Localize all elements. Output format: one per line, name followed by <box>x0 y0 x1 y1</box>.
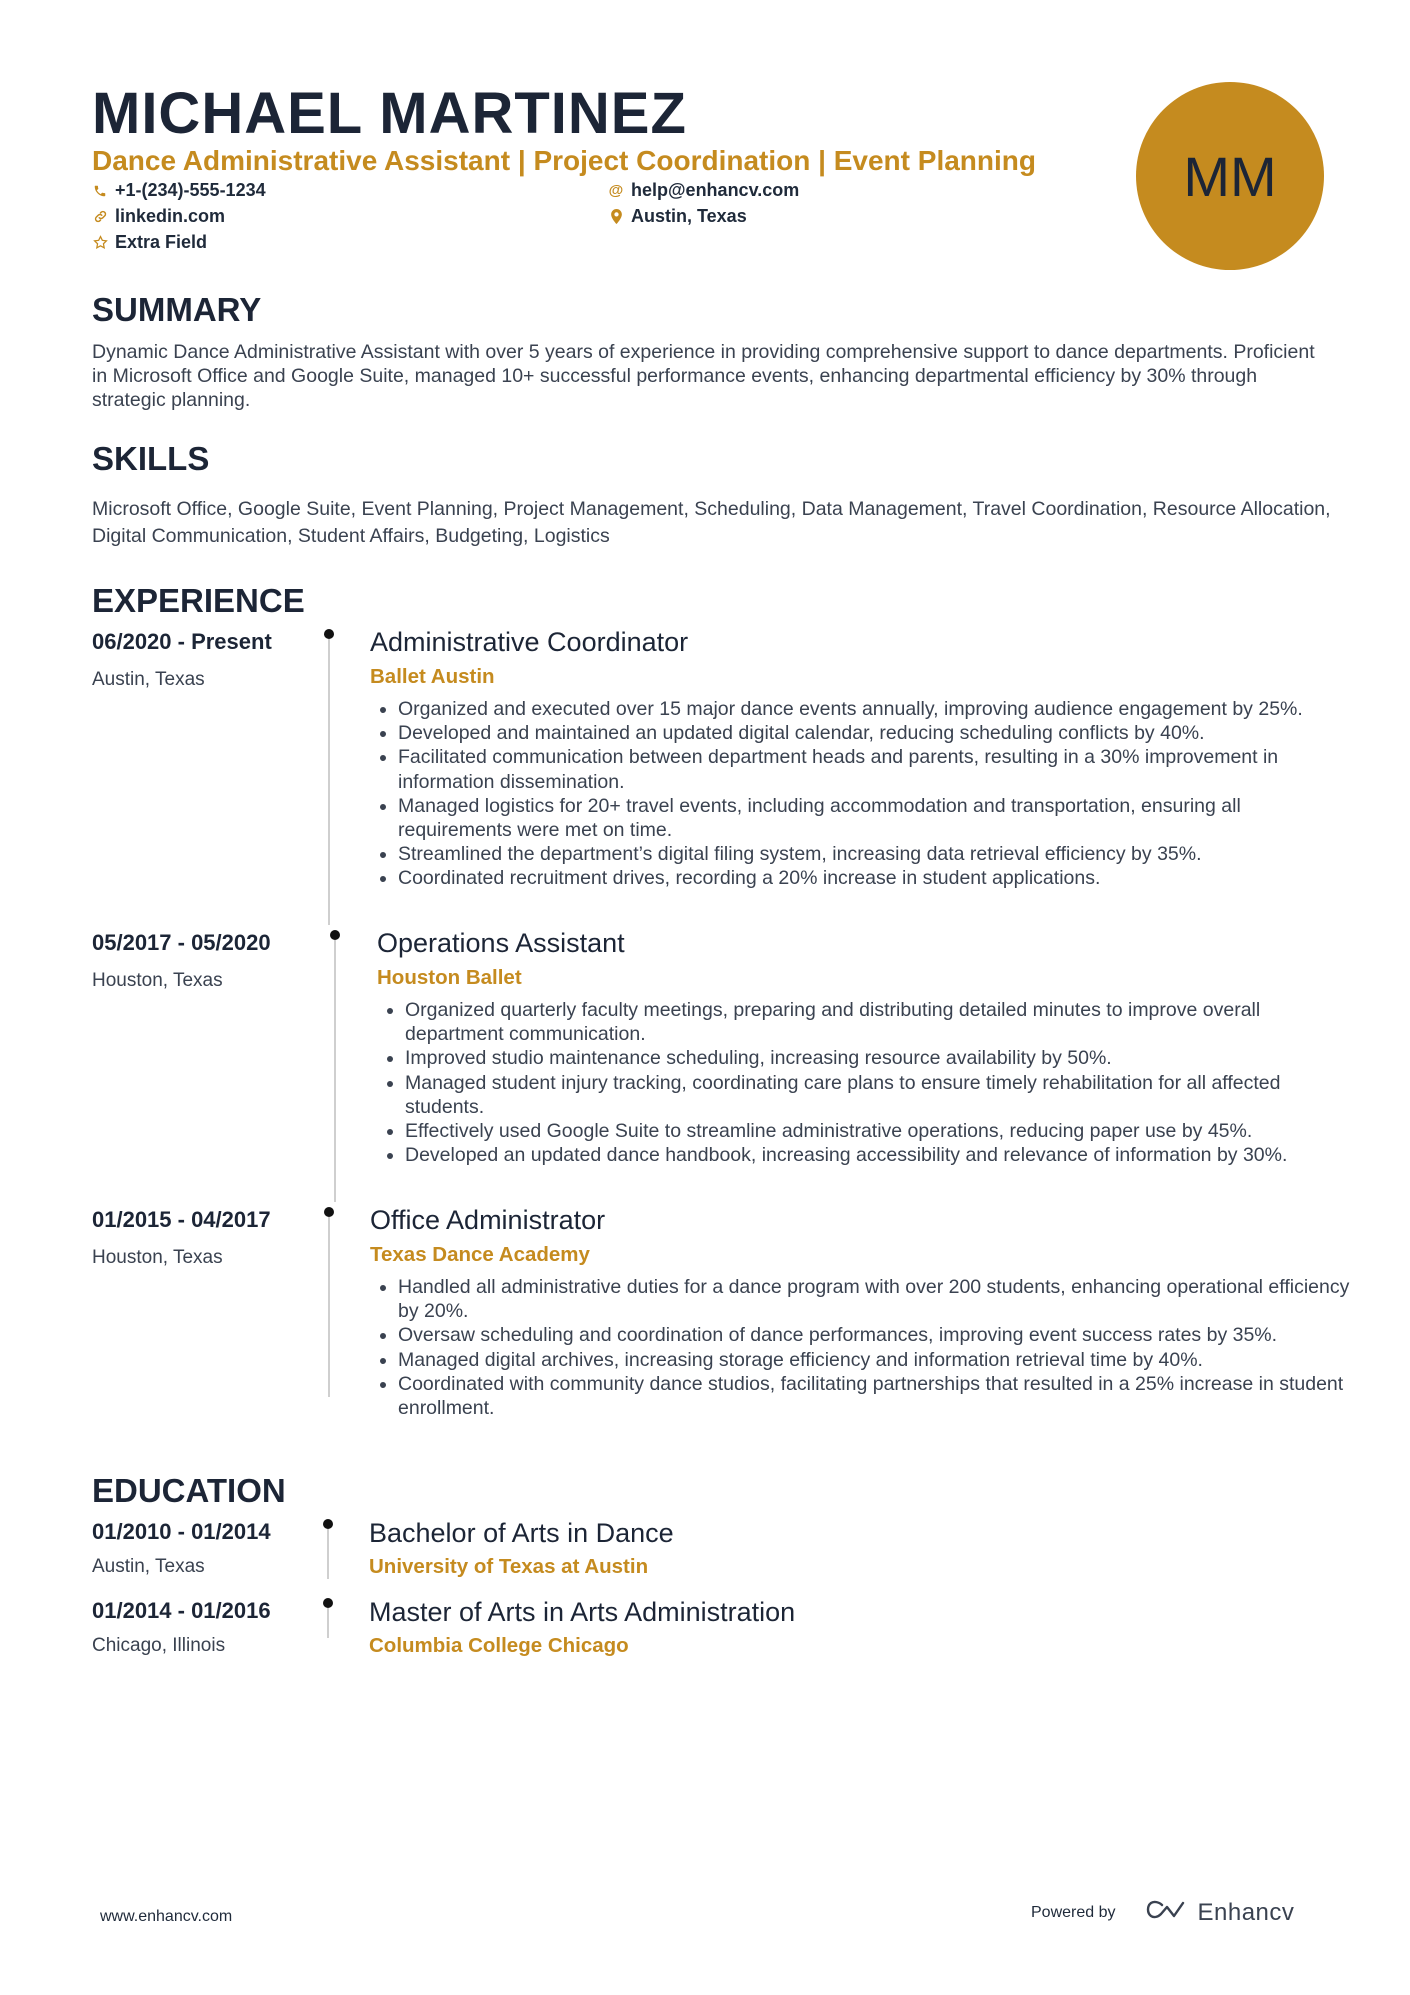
education-school: University of Texas at Austin <box>369 1555 649 1578</box>
job-company: Ballet Austin <box>370 665 495 688</box>
job-title: Office Administrator <box>370 1205 606 1235</box>
timeline-dot <box>324 629 334 639</box>
timeline-dot <box>323 1598 333 1608</box>
contact-extra <box>92 232 207 253</box>
location-text: Austin, Texas <box>631 206 747 226</box>
list-item: • Effectively used Google Suite to streamline administrative operations, reducing paper use by 45%. <box>405 1119 1360 1143</box>
list-item: • Oversaw scheduling and coordination of dance performances, improving event success rates by 35%. <box>398 1323 1358 1347</box>
list-item: • Coordinated recruitment drives, recording a 20% increase in student applications. <box>398 866 1358 890</box>
job-location: Austin, Texas <box>92 669 205 690</box>
list-item: • Improved studio maintenance scheduling, increasing resource availability by 50%. <box>405 1046 1360 1070</box>
job-date: 05/2017 - 05/2020 <box>92 930 271 955</box>
contact-info <box>92 180 992 260</box>
footer-website[interactable]: www.enhancv.com <box>100 1908 233 1925</box>
enhancv-brand-text: Enhancv <box>1197 1898 1295 1926</box>
footer-branding <box>1031 1898 1294 1927</box>
list-item: • Handled all administrative duties for a dance program with over 200 students, enhancing operational efficiency by 20%. <box>398 1275 1358 1323</box>
skills-text: Microsoft Office, Google Suite, Event Planning, Project Management, Scheduling, Data Management, Travel Coordination, Resource Allocation, Digital Communication, Student Affairs, Budgeting, Logistics <box>92 498 1331 547</box>
education-school: Columbia College Chicago <box>369 1634 629 1657</box>
email-link[interactable]: help@enhancv.com <box>631 180 800 200</box>
link-icon <box>92 209 108 225</box>
powered-by-text: Powered by <box>1031 1903 1116 1921</box>
experience-heading: EXPERIENCE <box>92 582 305 619</box>
education-location: Austin, Texas <box>92 1556 205 1577</box>
education-location: Chicago, Illinois <box>92 1635 226 1656</box>
education-date: 01/2010 - 01/2014 <box>92 1519 271 1544</box>
list-item: • Organized quarterly faculty meetings, preparing and distributing detailed minutes to improve overall department communication. <box>405 998 1360 1046</box>
location-pin-icon <box>608 209 624 225</box>
avatar <box>1136 82 1324 270</box>
phone-icon <box>92 183 108 199</box>
list-item: • Coordinated with community dance studios, facilitating partnerships that resulted in a 25% increase in student enrollment. <box>398 1372 1358 1420</box>
job-bullets <box>377 998 1360 1167</box>
job-date: 01/2015 - 04/2017 <box>92 1207 271 1232</box>
candidate-name: MICHAEL MARTINEZ <box>92 81 687 146</box>
education-degree: Bachelor of Arts in Dance <box>369 1518 674 1548</box>
timeline-line <box>328 1217 330 1397</box>
skills-heading: SKILLS <box>92 440 210 477</box>
job-date: 06/2020 - Present <box>92 629 272 654</box>
phone-text[interactable]: +1-(234)-555-1234 <box>115 180 266 200</box>
extra-field-text: Extra Field <box>115 232 208 252</box>
education-degree: Master of Arts in Arts Administration <box>369 1597 796 1627</box>
star-icon <box>92 235 108 251</box>
job-title: Operations Assistant <box>377 928 625 958</box>
job-bullets <box>370 697 1358 891</box>
list-item: • Streamlined the department’s digital filing system, increasing data retrieval efficiency by 35%. <box>398 842 1358 866</box>
contact-phone <box>92 180 266 201</box>
list-item: • Managed logistics for 20+ travel events, including accommodation and transportation, ensuring all requirements were met on time. <box>398 794 1358 842</box>
list-item: • Developed and maintained an updated digital calendar, reducing scheduling conflicts by 40%. <box>398 721 1358 745</box>
timeline-dot <box>324 1207 334 1217</box>
education-date: 01/2014 - 01/2016 <box>92 1598 271 1623</box>
summary-heading: SUMMARY <box>92 291 262 328</box>
job-company: Texas Dance Academy <box>370 1243 590 1266</box>
contact-location <box>608 206 747 227</box>
summary-text: Dynamic Dance Administrative Assistant with over 5 years of experience in providing comprehensive support to dance departments. Proficient in Microsoft Office and Google Suite, managed 10+ successful performance events, enhancing departmental efficiency by 30% through strategic planning. <box>92 341 1315 411</box>
job-bullets <box>370 1275 1358 1420</box>
education-heading: EDUCATION <box>92 1472 286 1509</box>
list-item: • Managed digital archives, increasing storage efficiency and information retrieval time by 40%. <box>398 1348 1358 1372</box>
contact-linkedin <box>92 206 225 227</box>
list-item: • Organized and executed over 15 major dance events annually, improving audience engagement by 25%. <box>398 697 1358 721</box>
contact-email <box>608 180 799 201</box>
timeline-line <box>334 940 336 1202</box>
job-location: Houston, Texas <box>92 970 223 991</box>
timeline-dot <box>323 1519 333 1529</box>
timeline-dot <box>330 930 340 940</box>
list-item: • Managed student injury tracking, coordinating care plans to ensure timely rehabilitation for all affected students. <box>405 1071 1360 1119</box>
job-location: Houston, Texas <box>92 1247 223 1268</box>
list-item: • Facilitated communication between department heads and parents, resulting in a 30% improvement in information dissemination. <box>398 745 1358 793</box>
list-item: • Developed an updated dance handbook, increasing accessibility and relevance of information by 30%. <box>405 1143 1360 1167</box>
avatar-initials: MM <box>1183 144 1277 208</box>
timeline-line <box>327 1529 329 1579</box>
enhancv-logo-icon <box>1144 1898 1190 1927</box>
candidate-tagline: Dance Administrative Assistant | Project Coordination | Event Planning <box>92 145 1036 176</box>
timeline-line <box>327 1608 329 1638</box>
at-sign-icon: @ <box>608 182 624 199</box>
job-company: Houston Ballet <box>377 966 522 989</box>
linkedin-link[interactable]: linkedin.com <box>115 206 226 226</box>
job-title: Administrative Coordinator <box>370 627 689 657</box>
timeline-line <box>328 639 330 925</box>
